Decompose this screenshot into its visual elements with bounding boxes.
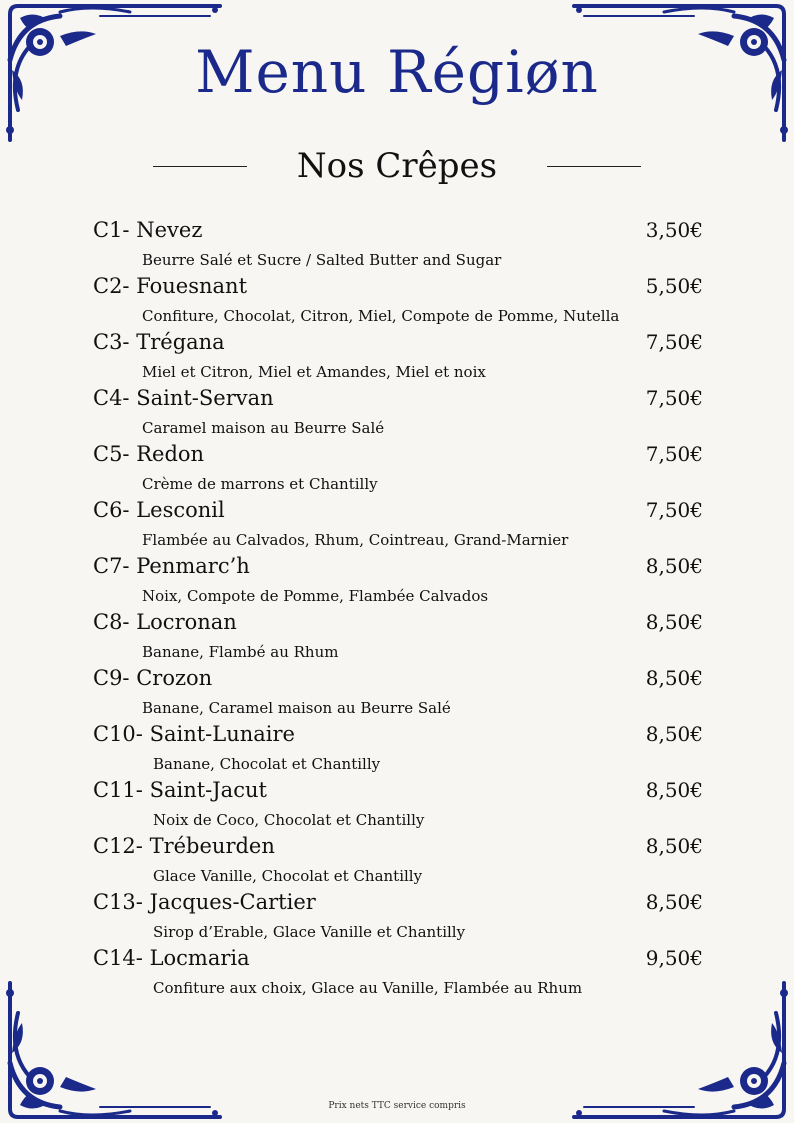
menu-item-price: 7,50€ (645, 498, 703, 522)
menu-item-name: Locmaria (149, 946, 250, 970)
menu-item-title (93, 498, 225, 522)
menu-item-description: Banane, Flambé au Rhum (142, 643, 339, 661)
menu-item-name: Saint-Jacut (149, 778, 267, 802)
menu-item-price: 8,50€ (645, 890, 703, 914)
price-note: Prix nets TTC service compris (328, 1101, 466, 1111)
menu-item-code: C11- (93, 778, 143, 802)
menu-item-name: Penmarc’h (136, 554, 250, 578)
menu-item-name: Saint-Lunaire (149, 722, 295, 746)
menu-item-price: 3,50€ (645, 218, 703, 242)
menu-item-title (93, 946, 250, 970)
menu-item-title (93, 890, 316, 914)
menu-item-code: C14- (93, 946, 143, 970)
menu-item-code: C8- (93, 610, 130, 634)
divider-right (547, 166, 641, 167)
menu-item-description: Noix, Compote de Pomme, Flambée Calvados (142, 587, 489, 605)
menu-item (93, 442, 708, 498)
menu-item (93, 330, 708, 386)
menu-item-code: C10- (93, 722, 143, 746)
menu-item-price: 9,50€ (645, 946, 703, 970)
menu-item-description: Flambée au Calvados, Rhum, Cointreau, Grand-Marnier (142, 531, 569, 549)
menu-item-name: Trébeurden (149, 834, 275, 858)
menu-item-title (93, 610, 237, 634)
menu-item (93, 722, 708, 778)
divider-left (153, 166, 247, 167)
menu-item-description: Crème de marrons et Chantilly (142, 475, 378, 493)
menu-item-description: Noix de Coco, Chocolat et Chantilly (153, 811, 425, 829)
menu-item-price: 7,50€ (645, 330, 703, 354)
menu-item-description: Banane, Caramel maison au Beurre Salé (142, 699, 451, 717)
menu-item-description: Confiture aux choix, Glace au Vanille, Flambée au Rhum (153, 979, 583, 997)
menu-item-code: C1- (93, 218, 130, 242)
menu-item-name: Jacques-Cartier (149, 890, 316, 914)
menu-item-title (93, 218, 202, 242)
menu-item-price: 8,50€ (645, 722, 703, 746)
menu-item (93, 946, 708, 1002)
menu-item-code: C5- (93, 442, 130, 466)
menu-item-description: Miel et Citron, Miel et Amandes, Miel et noix (142, 363, 486, 381)
menu-item-description: Sirop d’Erable, Glace Vanille et Chantilly (153, 923, 466, 941)
menu-item-price: 8,50€ (645, 554, 703, 578)
menu-item (93, 610, 708, 666)
menu-item-code: C13- (93, 890, 143, 914)
menu-item-name: Crozon (136, 666, 213, 690)
menu-item-title (93, 330, 225, 354)
menu-item-price: 7,50€ (645, 386, 703, 410)
menu-item (93, 666, 708, 722)
menu-item-price: 7,50€ (645, 442, 703, 466)
menu-item-title (93, 722, 295, 746)
menu-item-code: C12- (93, 834, 143, 858)
menu-item (93, 834, 708, 890)
menu-item-code: C4- (93, 386, 130, 410)
menu-item (93, 778, 708, 834)
menu-item-price: 8,50€ (645, 834, 703, 858)
menu-item (93, 554, 708, 610)
menu-item-title (93, 666, 212, 690)
menu-item-title (93, 834, 275, 858)
menu-item-name: Fouesnant (136, 274, 248, 298)
menu-item-description: Banane, Chocolat et Chantilly (153, 755, 381, 773)
menu-item-name: Trégana (136, 330, 225, 354)
menu-item (93, 498, 708, 554)
menu-item-price: 8,50€ (645, 666, 703, 690)
menu-item-title (93, 274, 247, 298)
section-title: Nos Crêpes (296, 146, 498, 186)
page-title: Menu Régiøn (195, 38, 599, 106)
menu-item-name: Saint-Servan (136, 386, 274, 410)
menu-item (93, 274, 708, 330)
menu-item-name: Nevez (136, 218, 203, 242)
menu-item-code: C2- (93, 274, 130, 298)
menu-item-code: C6- (93, 498, 130, 522)
menu-item (93, 218, 708, 274)
menu-item-name: Locronan (136, 610, 237, 634)
menu-item-title (93, 778, 267, 802)
menu-item-title (93, 442, 204, 466)
menu-item-description: Caramel maison au Beurre Salé (142, 419, 385, 437)
menu-item (93, 386, 708, 442)
menu-item-title (93, 386, 274, 410)
menu-item-code: C7- (93, 554, 130, 578)
menu-item-price: 5,50€ (645, 274, 703, 298)
section-header (0, 146, 794, 186)
menu-item-name: Redon (136, 442, 205, 466)
menu-item-description: Glace Vanille, Chocolat et Chantilly (153, 867, 423, 885)
menu-item (93, 890, 708, 946)
menu-item-description: Confiture, Chocolat, Citron, Miel, Compote de Pomme, Nutella (142, 307, 620, 325)
menu-item-price: 8,50€ (645, 778, 703, 802)
menu-item-name: Lesconil (136, 498, 225, 522)
menu-item-list (93, 218, 708, 1002)
menu-item-title (93, 554, 250, 578)
menu-item-price: 8,50€ (645, 610, 703, 634)
menu-item-code: C9- (93, 666, 130, 690)
menu-item-description: Beurre Salé et Sucre / Salted Butter and Sugar (142, 251, 502, 269)
menu-item-code: C3- (93, 330, 130, 354)
